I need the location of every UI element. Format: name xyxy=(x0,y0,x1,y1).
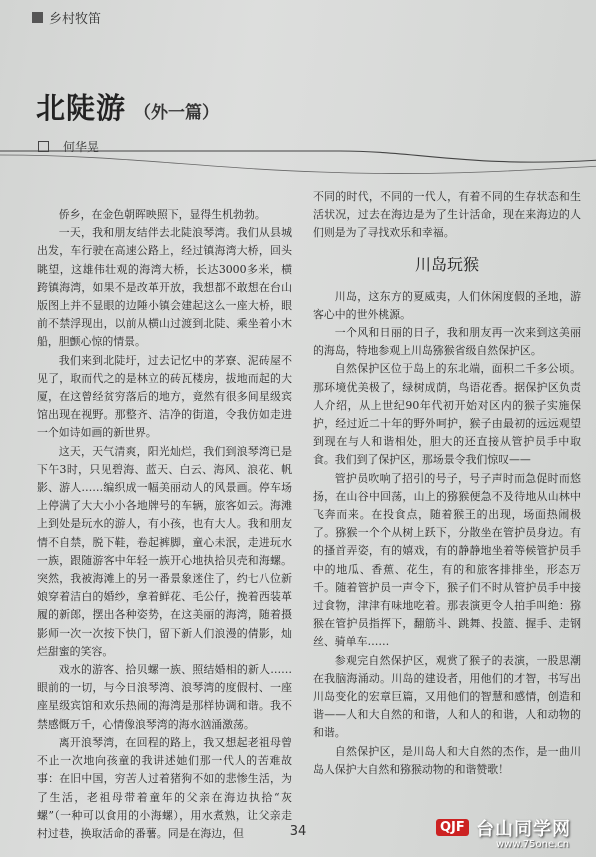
site-watermark xyxy=(436,815,594,855)
column-tag xyxy=(32,8,101,27)
article-title: 北陡游 xyxy=(36,91,127,125)
paragraph: 川岛，这东方的夏威夷，人们休闲度假的圣地，游客心中的世外桃源。 xyxy=(313,289,581,321)
paragraph: 离开浪琴湾，在回程的路上，我又想起老祖母曾不止一次地向孩童的我讲述她们那一代人的苦难故事：在旧中国，穷苦人过着猪狗不如的悲惨生活，为了生活，老祖母带着童年的父亲在海边执拾“灰螺”（一种可以食用的小海螺），用水煮熟，让父亲走村过巷，换取活命的番薯。同是在海边，但 xyxy=(37,735,292,840)
paragraph: 一个风和日丽的日子，我和朋友再一次来到这美丽的海岛，特地参观上川岛猕猴省级自然保护区。 xyxy=(313,326,581,358)
paragraph: 参观完自然保护区，观赏了猴子的表演，一股思潮在我脑海涌动。川岛的建设者，用他们的才智，书写出川岛变化的宏章巨篇，又用他们的智慧和感情，创造和谐——人和大自然的和谐，人和人的和谐，人和动物的和谐。 xyxy=(313,653,581,740)
right-text-column xyxy=(313,188,581,779)
paragraph: 我们来到北陡圩，过去记忆中的茅寮、泥砖屋不见了，取而代之的是林立的砖瓦楼房，拔地而起的大厦，在这曾经贫穷落后的地方，竟然有很多间星级宾馆出现在视野。那整齐、洁净的街道，令我仿如走进一个如诗如画的新世界。 xyxy=(37,353,292,440)
paragraph: 戏水的游客、拾贝螺一族、照结婚相的新人……眼前的一切，与今日浪琴湾、浪琴湾的度假村、一座座星级宾馆和欢乐热闹的海湾是那样协调和谐。我不禁感慨万千，心情像浪琴湾的海水汹涌激荡。 xyxy=(37,663,292,731)
watermark-site-name: 台山同学网 xyxy=(476,819,571,840)
paragraph: 一天，我和朋友结伴去北陡浪琴湾。我们从县城出发，车行驶在高速公路上，经过镇海湾大桥，回头眺望，这雄伟壮观的海湾大桥，长达3000多米，横跨镇海湾，如果不是改革开放，我想都不敢想在台山版图上并不显眼的边陲小镇会建起这么一座大桥，眼前不禁浮现出，以前从横山过渡到北陡、乘坐着小木船，胆颤心惊的情景。 xyxy=(37,226,292,349)
paragraph: 侨乡，在金色朝晖映照下，显得生机勃勃。 xyxy=(58,208,266,221)
watermark-logo: QJF xyxy=(436,819,469,836)
article-title-row xyxy=(36,86,219,127)
paragraph: 管护员吹响了招引的号子，号子声时而急促时而悠扬，在山谷中回荡，山上的猕猴便急不及待地从山林中飞奔而来。在投食点，随着猴王的出现，场面热闹极了。猕猴一个个从树上跃下，分散坐在管护员身边。有的搔首弄姿，有的嬉戏，有的静静地坐着等候管护员手中的地瓜、香蕉、花生，有的和旅客排排坐，形态万千。随着管护员一声令下，猴子们不时从管护员手中接过食物，津津有味地吃着。那表演更令人拍手叫绝：猕猴在管护员指挥下，翻筋斗、跳舞、投篮、握手、走钢丝、骑单车…… xyxy=(313,471,581,649)
column-tag-square xyxy=(32,12,43,23)
paragraph: 自然保护区，是川岛人和大自然的杰作，是一曲川岛人保护大自然和猕猴动物的和谐赞歌！ xyxy=(313,744,581,776)
paragraph-continuation: 不同的时代，不同的一代人，有着不同的生存状态和生活状况，过去在海边是为了生计活命，现在来海边的人们则是为了寻找欢乐和幸福。 xyxy=(313,190,581,240)
column-name: 乡村牧笛 xyxy=(49,12,102,27)
page-number: 34 xyxy=(289,824,307,839)
watermark-url: www.75one.cn xyxy=(496,839,570,850)
section-title: 川岛玩猴 xyxy=(414,254,479,274)
article-subtitle: （外一篇） xyxy=(134,103,220,123)
paragraph: 这天，天气清爽，阳光灿烂，我们到浪琴湾已是下午3时，只见碧海、蓝天、白云、海风、浪花、帆影、游人……编织成一幅美丽动人的风景画。停车场上停满了大大小小各地牌号的车辆，旅客如云。海滩上到处是玩水的游人，有小孩，也有大人。我和朋友情不自禁，脱下鞋，卷起裤脚，童心未泯，走进玩水一族，跟随游客中年轻一族开心地执拾贝壳和海螺。突然，我被海滩上的另一番景象迷住了，约七八位新娘穿着洁白的婚纱，拿着鲜花、毛公仔，挽着西装革履的新郎，摆出各种姿势，在这美丽的海湾，随着摄影师一次一次按下快门，留下新人们浪漫的倩影，灿烂甜蜜的笑容。 xyxy=(37,444,292,658)
left-text-column xyxy=(37,206,292,843)
author-name: 何华晃 xyxy=(63,140,100,154)
paragraph: 自然保护区位于岛上的东北端，面积二千多公顷。那环境优美极了，绿树成荫，鸟语花香。据保护区负责人介绍，从上世纪90年代初开始对区内的猴子实施保护，经过近二十年的野外呵护，猴子由最初的远远观望到现在与人和谐相处，胆大的还直接从管护员手中取食。我们到了保护区，那场景令我们惊叹—— xyxy=(313,362,581,467)
title-divider xyxy=(0,150,596,190)
